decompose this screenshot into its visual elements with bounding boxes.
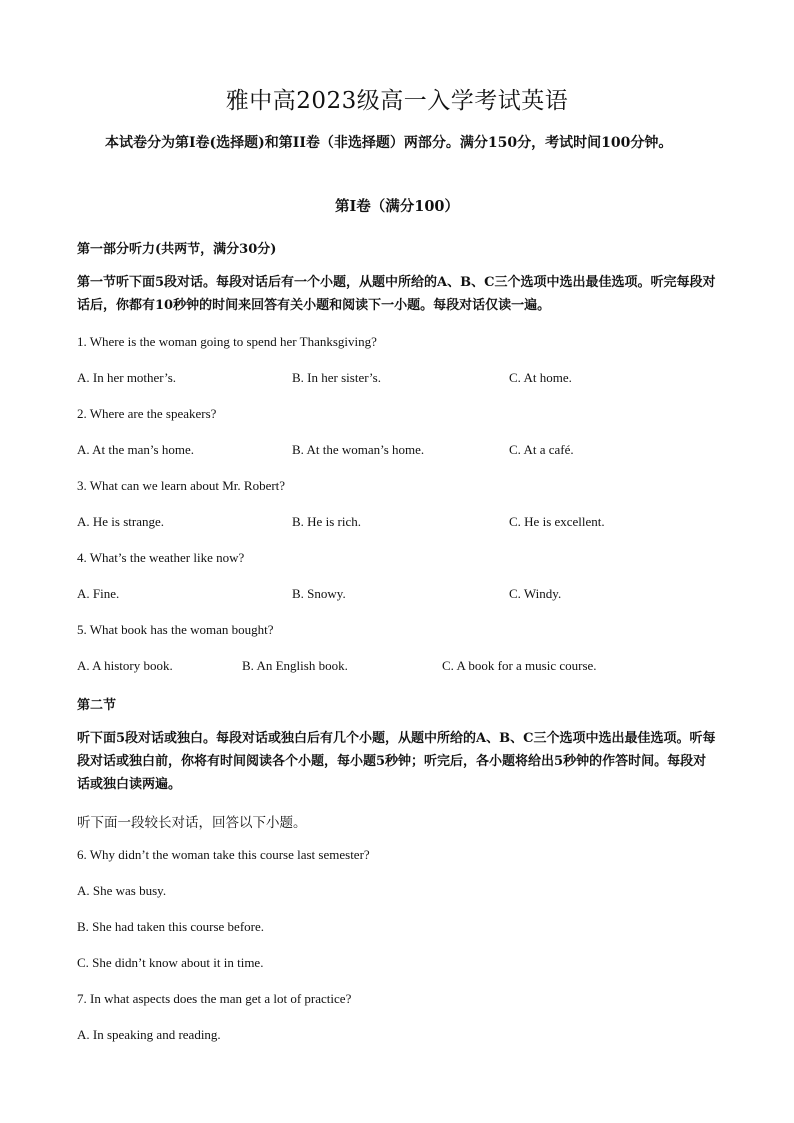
section1-heading: 第一部分听力(共两节，满分30分) bbox=[77, 242, 277, 257]
question-6-option-c: C. She didn’t know about it in time. bbox=[77, 955, 264, 970]
question-1-option-b: B. In her sister’s. bbox=[292, 370, 381, 385]
question-4-option-b: B. Snowy. bbox=[292, 586, 346, 601]
exam-title: 雅中高2023级高一入学考试英语 bbox=[225, 88, 569, 114]
question-4: 4. What’s the weather like now? bbox=[77, 550, 245, 565]
question-3: 3. What can we learn about Mr. Robert? bbox=[77, 478, 286, 493]
question-3-option-a: A. He is strange. bbox=[77, 514, 165, 529]
question-6: 6. Why didn’t the woman take this course last semester? bbox=[77, 847, 370, 862]
question-6-option-a: A. She was busy. bbox=[77, 883, 167, 898]
question-1-option-c: C. At home. bbox=[509, 370, 572, 385]
question-4-option-a: A. Fine. bbox=[77, 586, 120, 601]
question-7-option-a: A. In speaking and reading. bbox=[77, 1027, 221, 1042]
question-5-option-b: B. An English book. bbox=[242, 658, 348, 673]
question-2-option-c: C. At a café. bbox=[509, 442, 574, 457]
part1-title: 第I卷（满分100） bbox=[334, 198, 460, 215]
question-7: 7. In what aspects does the man get a lot of practice? bbox=[77, 991, 352, 1006]
section2-instructions: 听下面5段对话或独白。每段对话或独白后有几个小题，从题中所给的A、B、C三个选项中选出最佳选项。听每段对话或独白前，你将有时间阅读各个小题，每小题5秒钟；听完后，各小题将给出5秒钟的作答时间。每段对话或独白读两遍。 bbox=[77, 731, 716, 792]
exam-intro: 本试卷分为第I卷(选择题)和第II卷（非选择题）两部分。满分150分，考试时间100分钟。 bbox=[105, 135, 673, 151]
long-dialogue-prompt: 听下面一段较长对话，回答以下小题。 bbox=[77, 815, 307, 831]
question-3-option-c: C. He is excellent. bbox=[509, 514, 605, 529]
question-1-option-a: A. In her mother’s. bbox=[77, 370, 177, 385]
question-6-option-b: B. She had taken this course before. bbox=[77, 919, 265, 934]
question-5-option-a: A. A history book. bbox=[77, 658, 173, 673]
section1-instructions: 第一节听下面5段对话。每段对话后有一个小题，从题中所给的A、B、C三个选项中选出最佳选项。听完每段对话后，你都有10秒钟的时间来回答有关小题和阅读下一小题。每段对话仅读一遍。 bbox=[77, 275, 716, 313]
question-2: 2. Where are the speakers? bbox=[77, 406, 217, 421]
section2-heading: 第二节 bbox=[77, 698, 117, 713]
question-5-option-c: C. A book for a music course. bbox=[442, 658, 597, 673]
question-5: 5. What book has the woman bought? bbox=[77, 622, 274, 637]
question-2-option-a: A. At the man’s home. bbox=[77, 442, 194, 457]
question-2-option-b: B. At the woman’s home. bbox=[292, 442, 425, 457]
question-1: 1. Where is the woman going to spend her Thanksgiving? bbox=[77, 334, 377, 349]
question-3-option-b: B. He is rich. bbox=[292, 514, 361, 529]
question-4-option-c: C. Windy. bbox=[509, 586, 562, 601]
